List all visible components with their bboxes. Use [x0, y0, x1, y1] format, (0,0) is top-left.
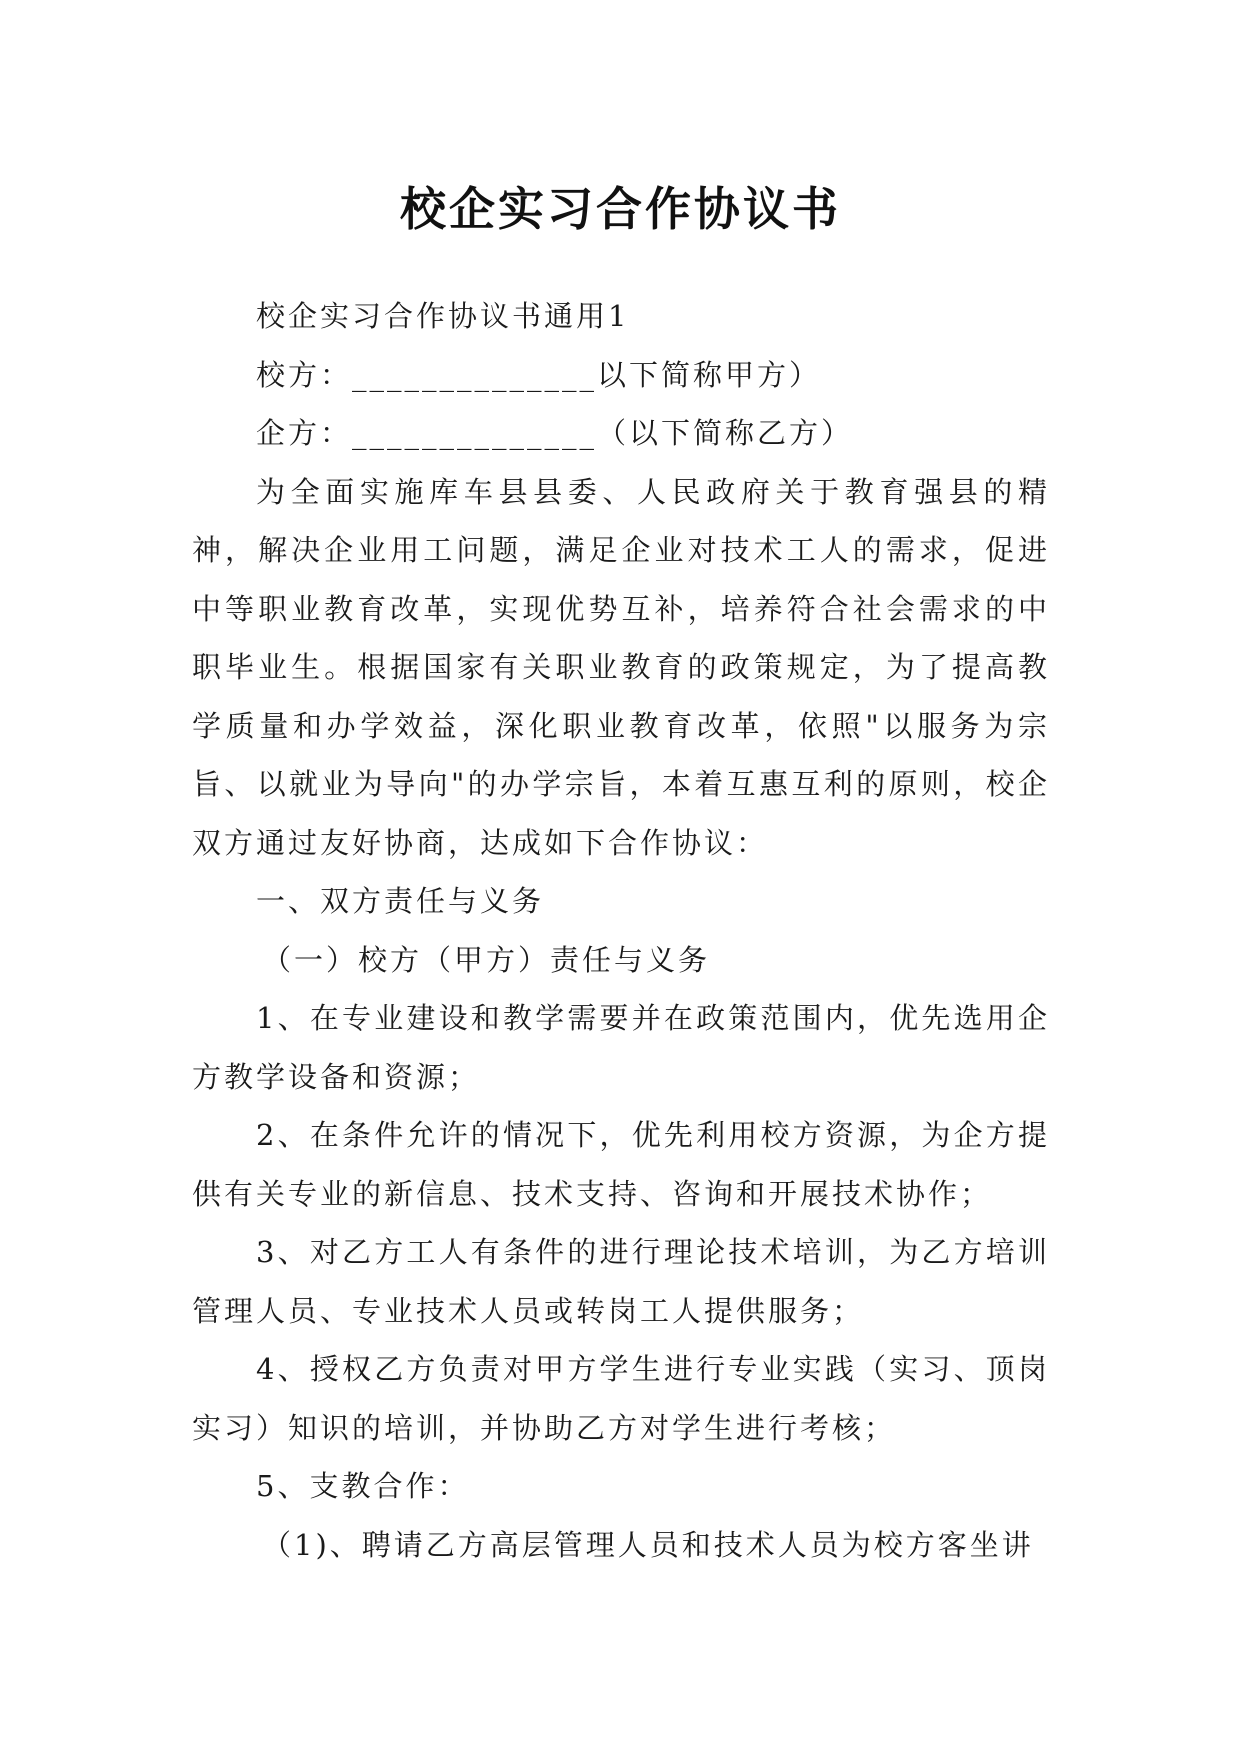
document-title: 校企实习合作协议书: [400, 181, 841, 236]
paragraph-enterprise-party: 企方：______________（以下简称乙方）: [256, 416, 854, 450]
clause-subitem-1: （1)、聘请乙方高层管理人员和技术人员为校方客坐讲: [262, 1527, 1034, 1562]
section-heading-responsibilities: 一、双方责任与义务: [256, 884, 545, 918]
clause-item-5: 5、支教合作：: [256, 1469, 470, 1503]
paragraph-school-party: 校方：______________以下简称甲方）: [256, 357, 822, 392]
subsection-heading-school: （一）校方（甲方）责任与义务: [262, 942, 711, 977]
paragraph-preamble: 为全面实施库车县县委、人民政府关于教育强县的精神，解决企业用工问题，满足企业对技术工人的需求，促进中等职业教育改革，实现优势互补，培养符合社会需求的中职毕业生。根据国家有关职业教育的政策规定，为了提高教学质量和办学效益，深化职业教育改革，依照"以服务为宗旨、以就业为导向"的办学宗旨，本着互惠互利的原则，校企双方通过友好协商，达成如下合作协议：: [192, 474, 1050, 860]
clause-item-3: 3、对乙方工人有条件的进行理论技术培训，为乙方培训管理人员、专业技术人员或转岗工人提供服务；: [192, 1235, 1050, 1328]
clause-item-1: 1、在专业建设和教学需要并在政策范围内，优先选用企方教学设备和资源；: [192, 1001, 1050, 1094]
clause-item-4: 4、授权乙方负责对甲方学生进行专业实践（实习、顶岗实习）知识的培训，并协助乙方对学生进行考核；: [192, 1352, 1050, 1445]
document-body: [192, 287, 1050, 1574]
paragraph-subtitle: 校企实习合作协议书通用1: [256, 299, 630, 333]
clause-item-2: 2、在条件允许的情况下，优先利用校方资源，为企方提供有关专业的新信息、技术支持、咨询和开展技术协作；: [192, 1118, 1050, 1211]
